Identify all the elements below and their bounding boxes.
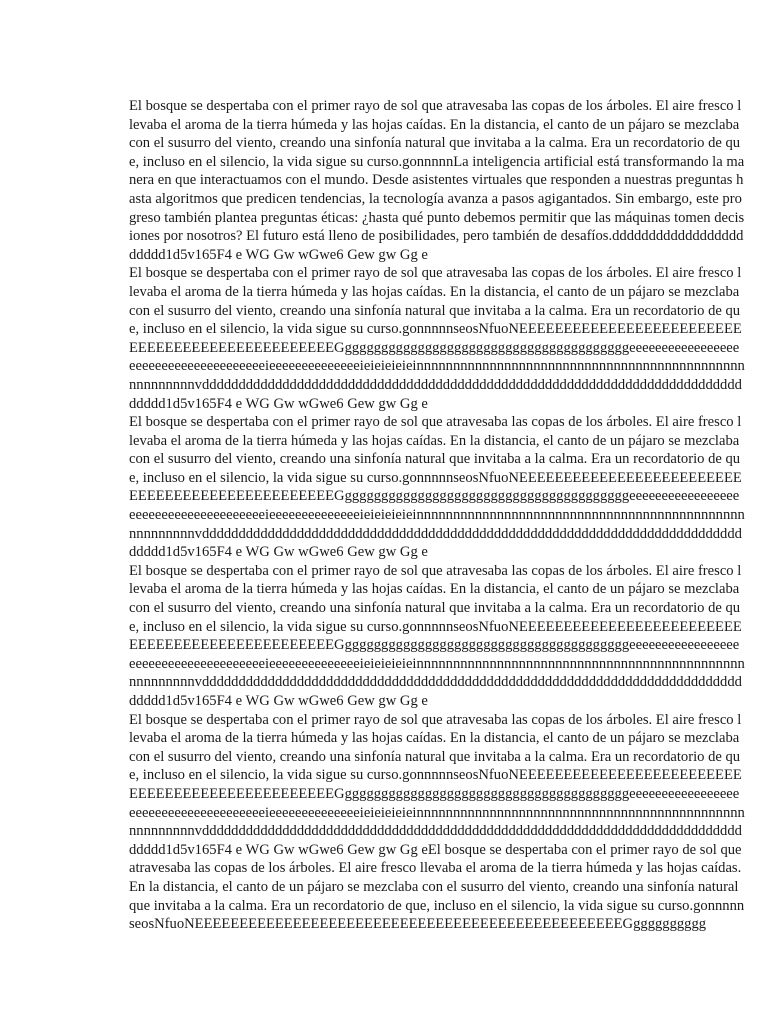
paragraph-4: El bosque se despertaba con el primer rayo de sol que atravesaba las copas de los árboles. El aire fresco llevaba el aroma de la tierra húmeda y las hojas caídas. En la distancia, el canto de un pájaro se mezclaba con el susurro del viento, creando una sinfonía natural que invitaba a la calma. Era un recordatorio de que, incluso en el silencio, la vida sigue su curso.gonnnnnseosNfuoNEEEEEEEEEEEEEEEEEEEEEEEEEEEEEEEEEEEEEEEEEEEEEEEEGgggggggggggggggggggggggggggggggggggggggeeeeeeeeeeeeeeeeeeeeeeeeeeeeeeeeeeeeeeieeeeeeeeeeeeeeieieieieieinnnnnnnnnnnnnnnnnnnnnnnnnnnnnnnnnnnnnnnnnnnnnnnnnnnnnnvddddddddddddddddddddddddddddddddddddddddddddddddddddddddddddddddddddddddddddddd1d5v165F4 e WG Gw wGwe6 Gew gw Gg e [129,562,745,709]
document-body [129,97,745,934]
paragraph-5: El bosque se despertaba con el primer rayo de sol que atravesaba las copas de los árboles. El aire fresco llevaba el aroma de la tierra húmeda y las hojas caídas. En la distancia, el canto de un pájaro se mezclaba con el susurro del viento, creando una sinfonía natural que invitaba a la calma. Era un recordatorio de que, incluso en el silencio, la vida sigue su curso.gonnnnnseosNfuoNEEEEEEEEEEEEEEEEEEEEEEEEEEEEEEEEEEEEEEEEEEEEEEEEGgggggggggggggggggggggggggggggggggggggggeeeeeeeeeeeeeeeeeeeeeeeeeeeeeeeeeeeeeeieeeeeeeeeeeeeeieieieieieinnnnnnnnnnnnnnnnnnnnnnnnnnnnnnnnnnnnnnnnnnnnnnnnnnnnnnvddddddddddddddddddddddddddddddddddddddddddddddddddddddddddddddddddddddddddddddd1d5v165F4 e WG Gw wGwe6 Gew gw Gg eEl bosque se despertaba con el primer rayo de sol que atravesaba las copas de los árboles. El aire fresco llevaba el aroma de la tierra húmeda y las hojas caídas. En la distancia, el canto de un pájaro se mezclaba con el susurro del viento, creando una sinfonía natural que invitaba a la calma. Era un recordatorio de que, incluso en el silencio, la vida sigue su curso.gonnnnnseosNfuoNEEEEEEEEEEEEEEEEEEEEEEEEEEEEEEEEEEEEEEEEEEEEEEEEGgggggggggg [129,711,745,933]
paragraph-2: El bosque se despertaba con el primer rayo de sol que atravesaba las copas de los árboles. El aire fresco llevaba el aroma de la tierra húmeda y las hojas caídas. En la distancia, el canto de un pájaro se mezclaba con el susurro del viento, creando una sinfonía natural que invitaba a la calma. Era un recordatorio de que, incluso en el silencio, la vida sigue su curso.gonnnnnseosNfuoNEEEEEEEEEEEEEEEEEEEEEEEEEEEEEEEEEEEEEEEEEEEEEEEEGgggggggggggggggggggggggggggggggggggggggeeeeeeeeeeeeeeeeeeeeeeeeeeeeeeeeeeeeeeieeeeeeeeeeeeeeieieieieieinnnnnnnnnnnnnnnnnnnnnnnnnnnnnnnnnnnnnnnnnnnnnnnnnnnnnnvddddddddddddddddddddddddddddddddddddddddddddddddddddddddddddddddddddddddddddddd1d5v165F4 e WG Gw wGwe6 Gew gw Gg e [129,265,745,412]
paragraph-3: El bosque se despertaba con el primer rayo de sol que atravesaba las copas de los árboles. El aire fresco llevaba el aroma de la tierra húmeda y las hojas caídas. En la distancia, el canto de un pájaro se mezclaba con el susurro del viento, creando una sinfonía natural que invitaba a la calma. Era un recordatorio de que, incluso en el silencio, la vida sigue su curso.gonnnnnseosNfuoNEEEEEEEEEEEEEEEEEEEEEEEEEEEEEEEEEEEEEEEEEEEEEEEEGgggggggggggggggggggggggggggggggggggggggeeeeeeeeeeeeeeeeeeeeeeeeeeeeeeeeeeeeeeieeeeeeeeeeeeeeieieieieieinnnnnnnnnnnnnnnnnnnnnnnnnnnnnnnnnnnnnnnnnnnnnnnnnnnnnnvddddddddddddddddddddddddddddddddddddddddddddddddddddddddddddddddddddddddddddddd1d5v165F4 e WG Gw wGwe6 Gew gw Gg e [129,414,745,561]
paragraph-1: El bosque se despertaba con el primer rayo de sol que atravesaba las copas de los árboles. El aire fresco llevaba el aroma de la tierra húmeda y las hojas caídas. En la distancia, el canto de un pájaro se mezclaba con el susurro del viento, creando una sinfonía natural que invitaba a la calma. Era un recordatorio de que, incluso en el silencio, la vida sigue su curso.gonnnnnLa inteligencia artificial está transformando la manera en que interactuamos con el mundo. Desde asistentes virtuales que responden a nuestras preguntas hasta algoritmos que predicen tendencias, la tecnología avanza a pasos agigantados. Sin embargo, este progreso también plantea preguntas éticas: ¿hasta qué punto debemos permitir que las máquinas tomen decisiones por nosotros? El futuro está lleno de posibilidades, pero también de desafíos.ddddddddddddddddddddddd1d5v165F4 e WG Gw wGwe6 Gew gw Gg e [129,98,745,263]
